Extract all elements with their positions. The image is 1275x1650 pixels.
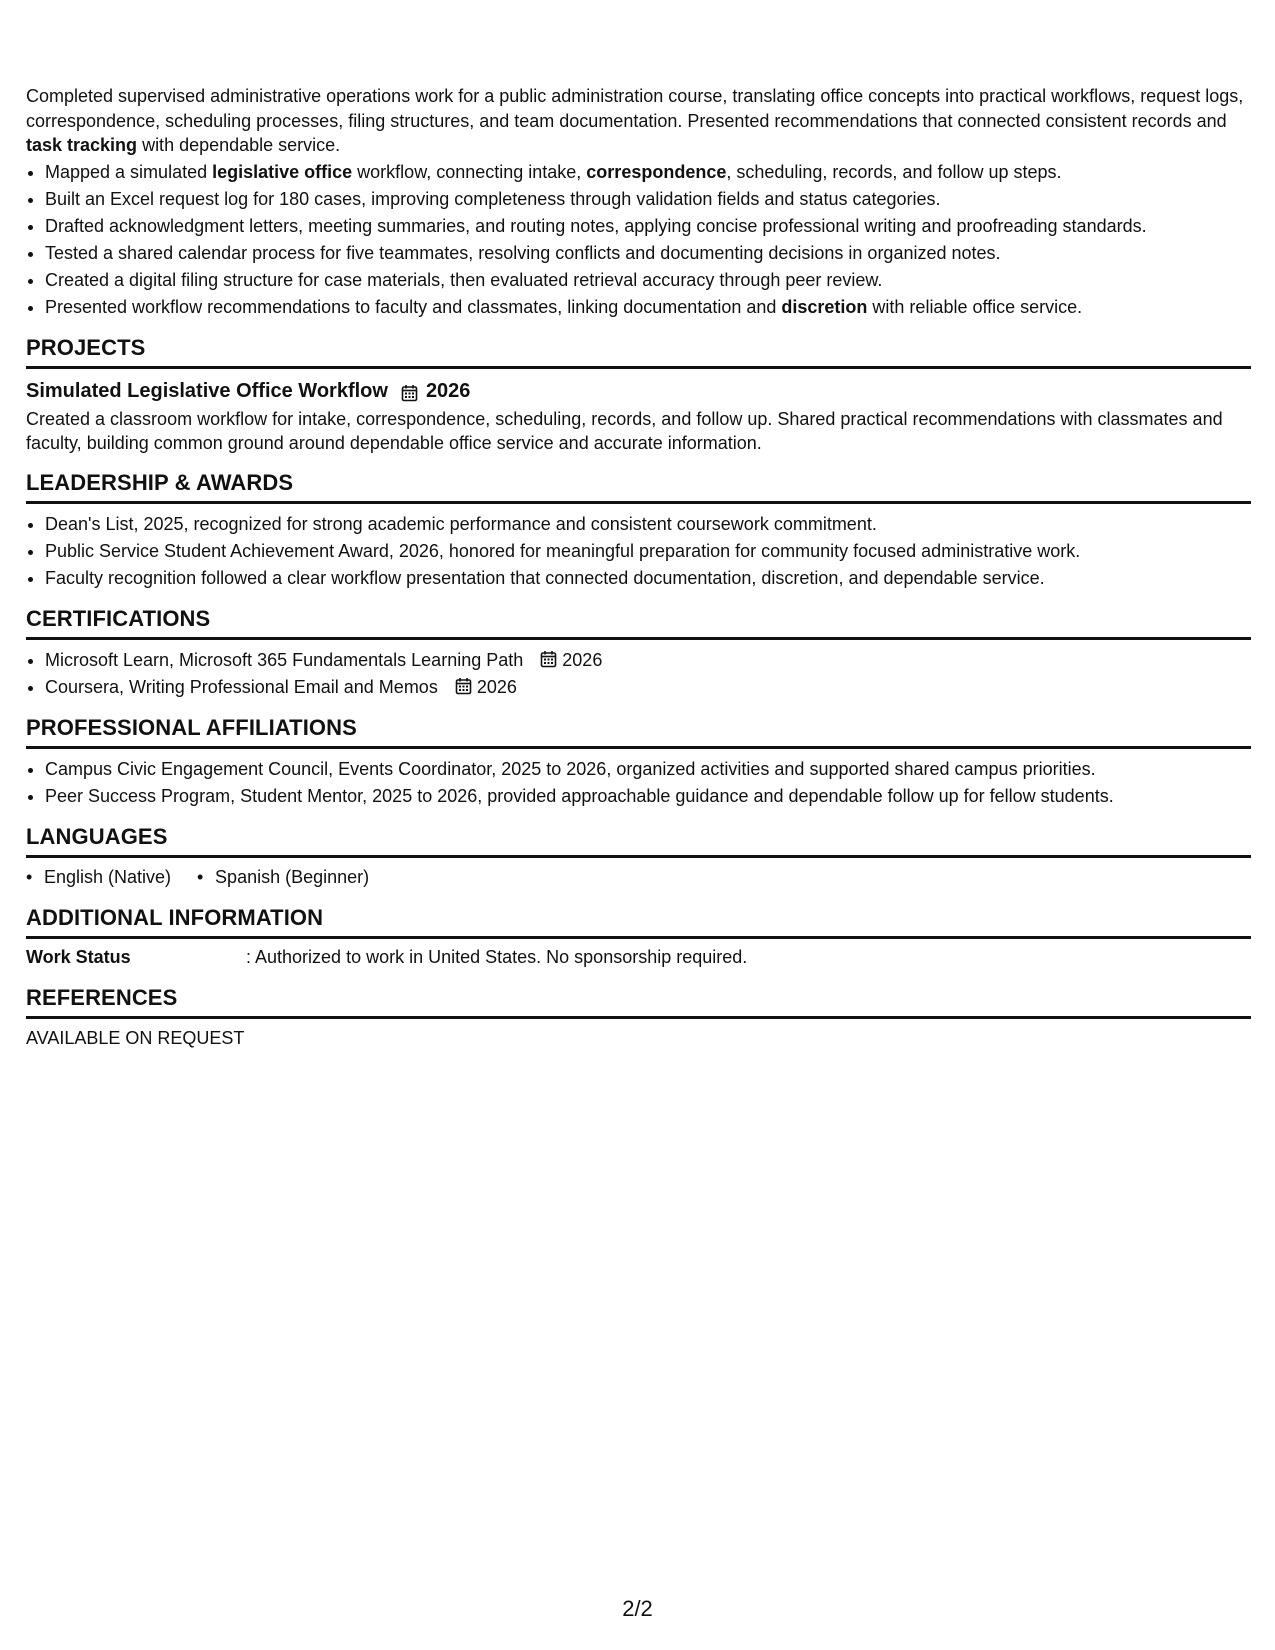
summary-text: Completed supervised administrative operations work for a public administration course, translating office concepts into practical workflows, request logs, correspondence, scheduling processes, filing structures, and team documentation. Presented recommendations that connected consistent records and bbox=[26, 86, 1244, 131]
leadership-list bbox=[26, 511, 1251, 592]
section-title-leadership: LEADERSHIP & AWARDS bbox=[26, 469, 1251, 504]
project-description: Created a classroom workflow for intake, correspondence, scheduling, records, and follow up. Shared practical recommendations with classmates and faculty, building common ground around dependable office service and accurate information. bbox=[26, 408, 1223, 453]
list-item: • Public Service Student Achievement Award, 2026, honored for meaningful preparation for community focused administrative work. bbox=[45, 538, 1251, 565]
list-item: • Built an Excel request log for 180 cases, improving completeness through validation fields and status categories. bbox=[45, 186, 1251, 213]
list-item: • Dean's List, 2025, recognized for strong academic performance and consistent coursework commitment. bbox=[45, 511, 1251, 538]
section-title-additional: ADDITIONAL INFORMATION bbox=[26, 904, 1251, 939]
list-item: • Campus Civic Engagement Council, Events Coordinator, 2025 to 2026, organized activities and supported shared campus priorities. bbox=[45, 756, 1251, 783]
references-text: AVAILABLE ON REQUEST bbox=[26, 1027, 245, 1048]
calendar-icon bbox=[540, 649, 557, 667]
list-item: • Presented workflow recommendations to faculty and classmates, linking documentation and discretion with reliable office service. bbox=[45, 294, 1251, 321]
affiliations-list bbox=[26, 756, 1251, 810]
list-item: • Mapped a simulated legislative office workflow, connecting intake, correspondence, scheduling, records, and follow up steps. bbox=[45, 159, 1251, 186]
summary-keyword: task tracking bbox=[26, 135, 138, 155]
section-title-languages: LANGUAGES bbox=[26, 823, 1251, 858]
certification-date: 2026 bbox=[476, 676, 517, 697]
work-status-value: : Authorized to work in United States. No sponsorship required. bbox=[246, 946, 748, 967]
section-title-affiliations: PROFESSIONAL AFFILIATIONS bbox=[26, 714, 1251, 749]
work-status-row bbox=[26, 944, 1251, 971]
list-item: • Peer Success Program, Student Mentor, 2025 to 2026, provided approachable guidance and dependable follow up for fellow students. bbox=[45, 783, 1251, 810]
page-number: 2/2 bbox=[622, 1596, 653, 1621]
list-item bbox=[45, 674, 1251, 701]
certification-date: 2026 bbox=[562, 649, 603, 670]
experience-summary bbox=[26, 84, 1251, 158]
list-item: • Tested a shared calendar process for five teammates, resolving conflicts and documenting decisions in organized notes. bbox=[45, 240, 1251, 267]
calendar-icon bbox=[455, 676, 472, 694]
project-name: Simulated Legislative Office Workflow bbox=[26, 379, 388, 402]
list-item bbox=[45, 647, 1251, 674]
summary-text-end: with dependable service. bbox=[137, 135, 341, 155]
list-item: • Created a digital filing structure for case materials, then evaluated retrieval accuracy through peer review. bbox=[45, 267, 1251, 294]
languages-list bbox=[26, 864, 1251, 891]
calendar-icon bbox=[401, 382, 418, 400]
certifications-list bbox=[26, 647, 1251, 701]
list-item: • Spanish (Beginner) bbox=[197, 864, 369, 891]
list-item: • Drafted acknowledgment letters, meeting summaries, and routing notes, applying concise professional writing and proofreading standards. bbox=[45, 213, 1251, 240]
section-title-projects: PROJECTS bbox=[26, 334, 1251, 369]
section-title-references: REFERENCES bbox=[26, 984, 1251, 1019]
certification-name: Microsoft Learn, Microsoft 365 Fundamentals Learning Path bbox=[45, 649, 524, 670]
list-item: • English (Native) bbox=[26, 864, 171, 891]
certification-name: Coursera, Writing Professional Email and Memos bbox=[45, 676, 438, 697]
section-title-certifications: CERTIFICATIONS bbox=[26, 605, 1251, 640]
project-date: 2026 bbox=[425, 379, 471, 402]
project-header bbox=[26, 377, 1251, 405]
list-item: • Faculty recognition followed a clear workflow presentation that connected documentation, discretion, and dependable service. bbox=[45, 565, 1251, 592]
resume-page bbox=[26, 84, 1251, 1052]
experience-bullets bbox=[26, 159, 1251, 321]
work-status-label: Work Status bbox=[26, 946, 131, 967]
